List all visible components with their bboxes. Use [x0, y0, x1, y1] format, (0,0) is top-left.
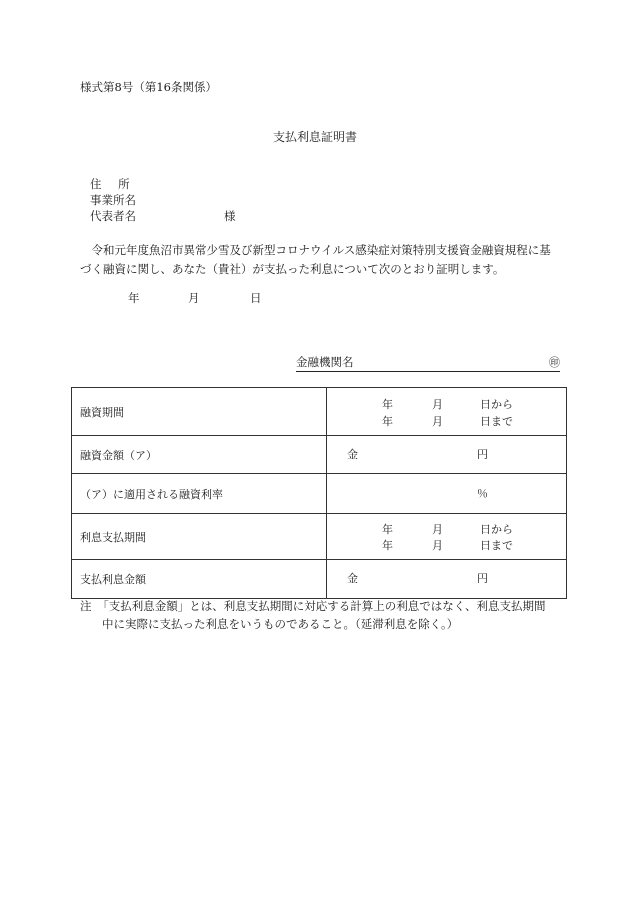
- loan-period-value: [327, 388, 567, 436]
- form-number: 様式第8号（第16条関係）: [80, 80, 217, 94]
- loan-period-from-day: 日から: [480, 398, 513, 411]
- loan-period-to-year: 年: [382, 415, 393, 428]
- interest-period-to-month: 月: [432, 539, 443, 552]
- table-row-loan-period: [72, 388, 567, 436]
- table-row-loan-amount: [72, 436, 567, 474]
- date-year-label: 年: [128, 291, 140, 305]
- interest-amount-value: [327, 560, 567, 599]
- date-day-label: 日: [250, 291, 262, 305]
- interest-period-value: [327, 514, 567, 560]
- table-row-interest-amount: [72, 560, 567, 599]
- certification-body-text: 令和元年度魚沼市異常少雪及び新型コロナウイルス感染症対策特別支援資金融資規程に基づく融資に関し、あなた（貴社）が支払った利息について次のとおり証明します。: [80, 243, 551, 276]
- rate-value: [327, 474, 567, 514]
- representative-label: 代表者名: [90, 209, 136, 223]
- date-month-label: 月: [188, 291, 200, 305]
- table-row-rate: [72, 474, 567, 514]
- interest-period-to-day: 日まで: [480, 539, 513, 552]
- loan-period-label: 融資期間: [72, 388, 327, 436]
- loan-period-to-month: 月: [432, 415, 443, 428]
- loan-period-from-month: 月: [432, 398, 443, 411]
- rate-percent: ％: [477, 487, 488, 500]
- seal-mark: ㊞: [549, 356, 560, 369]
- loan-period-to-day: 日まで: [480, 415, 513, 428]
- bank-name-line: [296, 357, 560, 372]
- interest-amount-label: 支払利息金額: [72, 560, 327, 599]
- loan-amount-value: [327, 436, 567, 474]
- rate-label: （ア）に適用される融資利率: [72, 474, 327, 514]
- table-row-interest-period: [72, 514, 567, 560]
- honorific-sama: 様: [224, 209, 236, 223]
- note-line-2: 中に実際に支払った利息をいうものであること。（延滞利息を除く。）: [102, 617, 459, 631]
- loan-amount-kin: 金: [347, 448, 358, 461]
- interest-amount-yen: 円: [477, 572, 488, 585]
- loan-amount-yen: 円: [477, 448, 488, 461]
- address-label-text: 住所: [90, 177, 147, 191]
- interest-period-label: 利息支払期間: [72, 514, 327, 560]
- loan-amount-label: 融資金額（ア）: [72, 436, 327, 474]
- loan-period-from-year: 年: [382, 398, 393, 411]
- note-line-1: 注 「支払利息金額」とは、利息支払期間に対応する計算上の利息ではなく、利息支払期間: [80, 599, 546, 613]
- interest-period-to-year: 年: [382, 539, 393, 552]
- interest-period-from-day: 日から: [480, 523, 513, 536]
- interest-amount-kin: 金: [347, 572, 358, 585]
- certificate-table: [71, 387, 567, 599]
- interest-period-from-month: 月: [432, 523, 443, 536]
- office-name-label: 事業所名: [90, 193, 136, 207]
- bank-name-label: 金融機関名: [296, 355, 354, 369]
- document-title: 支払利息証明書: [272, 130, 357, 144]
- interest-period-from-year: 年: [382, 523, 393, 536]
- address-label: [90, 179, 146, 191]
